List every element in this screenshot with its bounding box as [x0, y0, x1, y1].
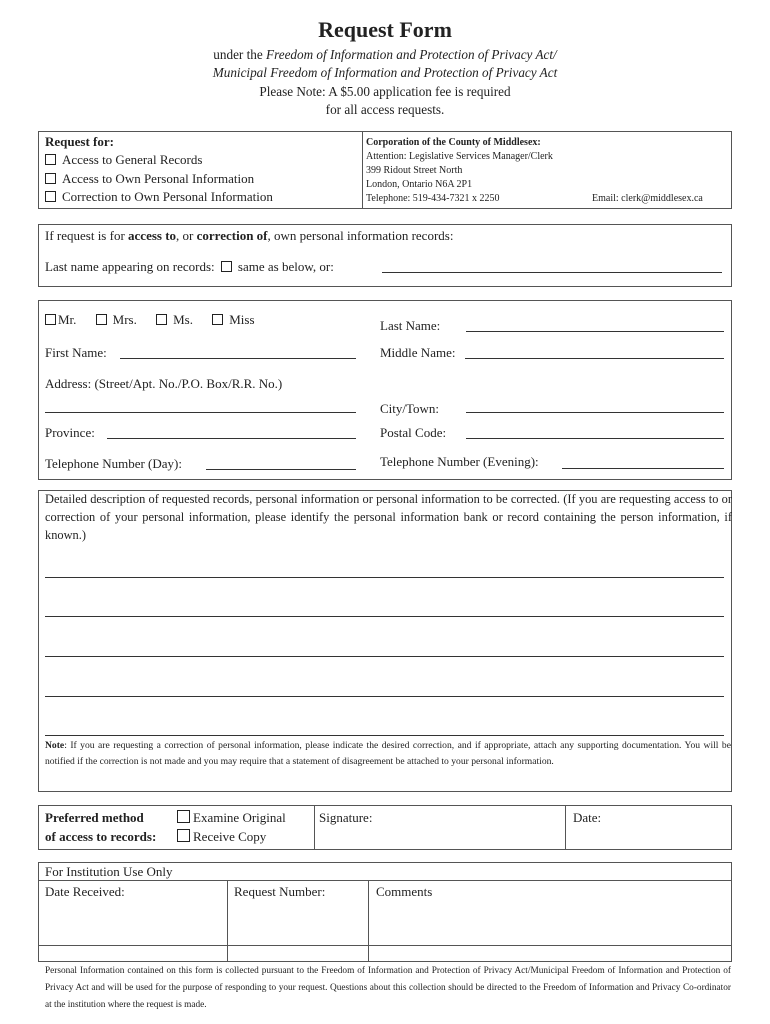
- same-as-below-checkbox[interactable]: [221, 261, 232, 272]
- subtitle-line-2: Municipal Freedom of Information and Protection of Privacy Act: [212, 65, 558, 80]
- comments-label: Comments: [376, 884, 433, 899]
- phone-evening-field[interactable]: [562, 468, 724, 469]
- city-field[interactable]: [466, 412, 724, 413]
- postal-code-label: Postal Code:: [380, 425, 447, 440]
- corporation-attention: Attention: Legislative Services Manager/Clerk: [366, 151, 553, 162]
- description-line-2[interactable]: [45, 616, 724, 617]
- option-examine-original[interactable]: Examine Original: [177, 810, 286, 826]
- description-line-3[interactable]: [45, 656, 724, 657]
- signature-label: Signature:: [319, 810, 373, 825]
- description-line-4[interactable]: [45, 696, 724, 697]
- checkbox[interactable]: [177, 829, 190, 842]
- address-label: Address: (Street/Apt. No./P.O. Box/R.R. No.): [45, 376, 283, 391]
- correction-note: Note: If you are requesting a correction of personal information, please indicate the desired correction, and if appropriate, attach any supporting documentation. You will be notified if the correction is not made and you may require that a statement of disagreement be attached to your personal information.: [45, 740, 731, 767]
- middle-name-field[interactable]: [465, 358, 724, 359]
- title-mr-checkbox[interactable]: [45, 314, 56, 325]
- corporation-city: London, Ontario N6A 2P1: [366, 179, 473, 190]
- corporation-name: Corporation of the County of Middlesex:: [366, 137, 541, 148]
- last-name-field[interactable]: [466, 331, 724, 332]
- address-field[interactable]: [45, 412, 356, 413]
- phone-day-field[interactable]: [206, 469, 356, 470]
- last-name-on-records-field[interactable]: [382, 272, 722, 273]
- corporation-street: 399 Ridout Street North: [366, 165, 463, 176]
- request-number-label: Request Number:: [234, 884, 326, 899]
- institution-use-title: For Institution Use Only: [45, 864, 173, 879]
- title-options: Mr. Mrs. Ms. Miss: [45, 312, 255, 328]
- last-name-on-records: Last name appearing on records: same as below, or:: [45, 259, 334, 274]
- province-field[interactable]: [107, 438, 356, 439]
- checkbox[interactable]: [45, 173, 56, 184]
- first-name-label: First Name:: [45, 345, 107, 360]
- title-mrs-checkbox[interactable]: [96, 314, 107, 325]
- option-correction[interactable]: Correction to Own Personal Information: [45, 189, 273, 205]
- first-name-field[interactable]: [120, 358, 356, 359]
- privacy-notice: Personal Information contained on this form is collected pursuant to the Freedom of Information and Protection of Privacy Act/Municipal Freedom of Information and Protection of Privacy Act and will be used for the purpose of responding to your request. Questions about this collection should be directed to the Freedom of Information and Privacy Co-ordinator at the institution where the request is made.: [45, 966, 731, 1010]
- fee-note-line-2: for all access requests.: [325, 102, 445, 117]
- preferred-method-label-1: Preferred method: [45, 810, 144, 825]
- page-title: Request Form: [318, 17, 452, 42]
- title-ms-checkbox[interactable]: [156, 314, 167, 325]
- date-label: Date:: [573, 810, 602, 825]
- fee-note-line-1: Please Note: A $5.00 application fee is required: [259, 84, 511, 99]
- postal-code-field[interactable]: [466, 438, 724, 439]
- city-label: City/Town:: [380, 401, 440, 416]
- description-line-1[interactable]: [45, 577, 724, 578]
- title-miss-checkbox[interactable]: [212, 314, 223, 325]
- province-label: Province:: [45, 425, 95, 440]
- own-records-text: If request is for access to, or correction of, own personal information records:: [45, 228, 454, 243]
- option-own-personal-info[interactable]: Access to Own Personal Information: [45, 171, 254, 187]
- last-name-label: Last Name:: [380, 318, 441, 333]
- description-instructions: Detailed description of requested records, personal information or personal information to be corrected. (If you are requesting access to or correction of your personal information, please identify the personal information bank or record containing the person information, if known.): [45, 492, 732, 542]
- corporation-email: Email: clerk@middlesex.ca: [592, 193, 703, 204]
- checkbox[interactable]: [177, 810, 190, 823]
- middle-name-label: Middle Name:: [380, 345, 456, 360]
- option-general-records[interactable]: Access to General Records: [45, 152, 202, 168]
- option-receive-copy[interactable]: Receive Copy: [177, 829, 266, 845]
- corporation-telephone: Telephone: 519-434-7321 x 2250: [366, 193, 500, 204]
- description-line-5[interactable]: [45, 735, 724, 736]
- subtitle-line-1: under the Freedom of Information and Protection of Privacy Act/: [213, 47, 557, 62]
- checkbox[interactable]: [45, 191, 56, 202]
- request-for-label: Request for:: [45, 134, 114, 149]
- checkbox[interactable]: [45, 154, 56, 165]
- preferred-method-label-2: of access to records:: [45, 829, 157, 844]
- phone-day-label: Telephone Number (Day):: [45, 456, 182, 471]
- phone-evening-label: Telephone Number (Evening):: [380, 454, 539, 469]
- date-received-label: Date Received:: [45, 884, 125, 899]
